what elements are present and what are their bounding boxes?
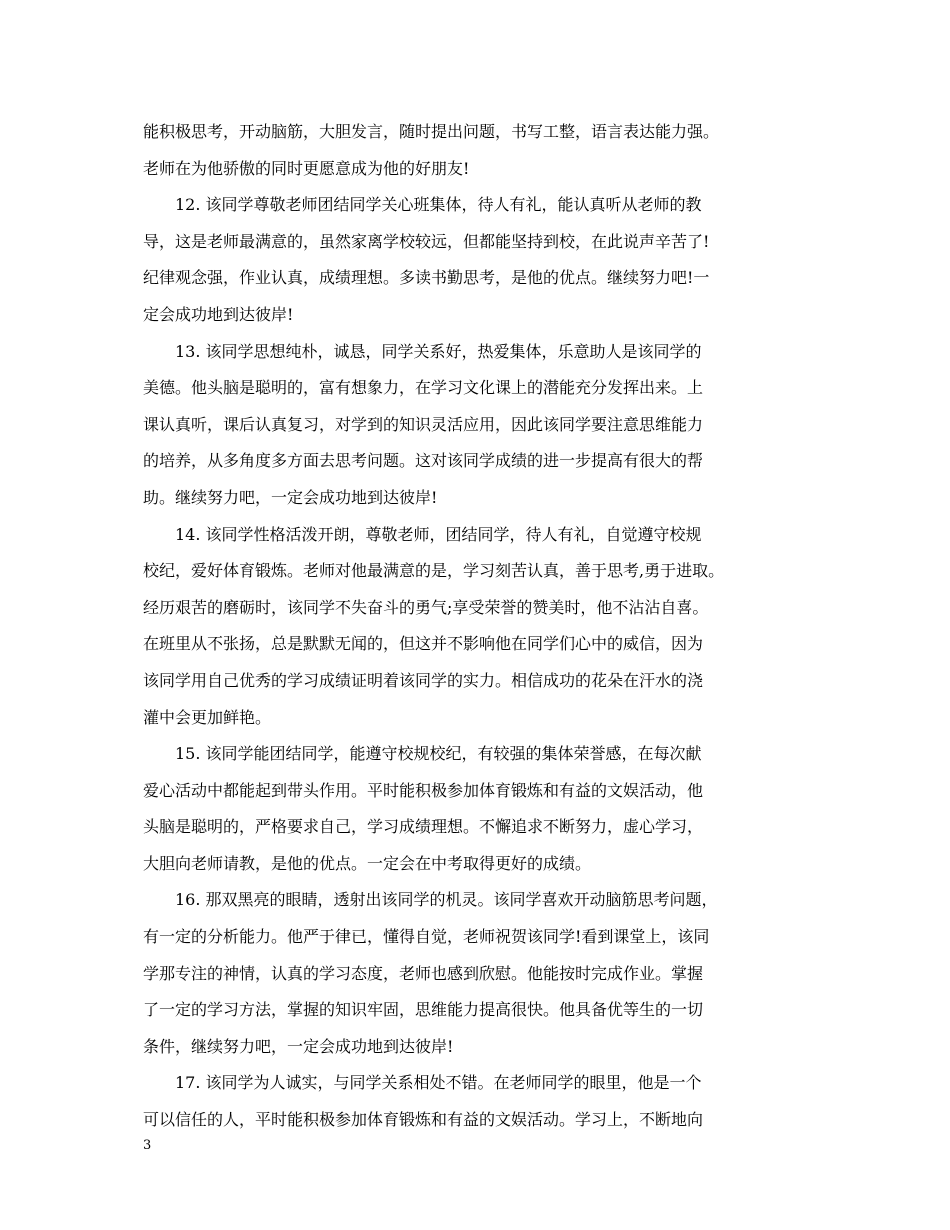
text-line: 课认真听，课后认真复习，对学到的知识灵活应用，因此该同学要注意思维能力 bbox=[143, 414, 704, 434]
text-line: 学那专注的神情，认真的学习态度，老师也感到欣慰。他能按时完成作业。掌握 bbox=[143, 963, 704, 983]
text-line: 能积极思考，开动脑筋，大胆发言，随时提出问题，书写工整，语言表达能力强。 bbox=[143, 122, 720, 141]
text-line: 灌中会更加鲜艳。 bbox=[143, 707, 272, 727]
text-line: 了一定的学习方法，掌握的知识牢固，思维能力提高很快。他具备优等生的一切 bbox=[143, 1000, 704, 1020]
text-line: 助。继续努力吧，一定会成功地到达彼岸! bbox=[143, 487, 438, 507]
text-line: 17. 该同学为人诚实，与同学关系相处不错。在老师同学的眼里，他是一个 bbox=[175, 1073, 702, 1093]
text-line: 14. 该同学性格活泼开朗，尊敬老师，团结同学，待人有礼，自觉遵守校规 bbox=[175, 524, 702, 544]
paragraph-13 bbox=[143, 334, 811, 517]
text-line: 12. 该同学尊敬老师团结同学关心班集体，待人有礼，能认真听从老师的教 bbox=[175, 195, 702, 215]
text-line: 定会成功地到达彼岸! bbox=[143, 304, 294, 324]
text-line: 爱心活动中都能起到带头作用。平时能积极参加体育锻炼和有益的文娱活动，他 bbox=[143, 780, 704, 800]
text-line: 老师在为他骄傲的同时更愿意成为他的好朋友! bbox=[143, 158, 470, 178]
text-line: 校纪，爱好体育锻炼。老师对他最满意的是，学习刻苦认真，善于思考,勇于进取。 bbox=[143, 561, 725, 581]
document-body bbox=[143, 114, 811, 1139]
text-line: 经历艰苦的磨砺时，该同学不失奋斗的勇气;享受荣誉的赞美时，他不沾沾自喜。 bbox=[143, 597, 709, 617]
text-line: 13. 该同学思想纯朴，诚恳，同学关系好，热爱集体，乐意助人是该同学的 bbox=[175, 341, 702, 361]
text-line: 纪律观念强，作业认真，成绩理想。多读书勤思考，是他的优点。继续努力吧!一 bbox=[143, 268, 710, 288]
text-line: 15. 该同学能团结同学，能遵守校规校纪，有较强的集体荣誉感，在每次献 bbox=[175, 744, 702, 764]
paragraph-16 bbox=[143, 882, 811, 1065]
paragraph-12 bbox=[143, 187, 811, 333]
paragraph-17 bbox=[143, 1065, 811, 1138]
text-line: 该同学用自己优秀的学习成绩证明着该同学的实力。相信成功的花朵在汗水的浇 bbox=[143, 670, 704, 690]
paragraph-15 bbox=[143, 736, 811, 882]
text-line: 头脑是聪明的，严格要求自己，学习成绩理想。不懈追求不断努力，虚心学习， bbox=[143, 817, 704, 837]
text-line: 可以信任的人，平时能积极参加体育锻炼和有益的文娱活动。学习上，不断地向 bbox=[143, 1110, 704, 1130]
text-line: 美德。他头脑是聪明的，富有想象力，在学习文化课上的潜能充分发挥出来。上 bbox=[143, 378, 704, 398]
page-number: 3 bbox=[143, 1138, 152, 1153]
text-line: 在班里从不张扬，总是默默无闻的，但这并不影响他在同学们心中的威信，因为 bbox=[143, 634, 704, 654]
paragraph-14 bbox=[143, 517, 811, 737]
text-line: 条件，继续努力吧，一定会成功地到达彼岸! bbox=[143, 1036, 454, 1056]
text-line: 导，这是老师最满意的，虽然家离学校较远，但都能坚持到校，在此说声辛苦了! bbox=[143, 231, 710, 251]
text-line: 16. 那双黑亮的眼睛，透射出该同学的机灵。该同学喜欢开动脑筋思考问题， bbox=[175, 890, 718, 910]
text-line: 有一定的分析能力。他严于律已，懂得自觉，老师祝贺该同学!看到课堂上，该同 bbox=[143, 927, 710, 947]
text-line: 大胆向老师请教，是他的优点。一定会在中考取得更好的成绩。 bbox=[143, 853, 592, 873]
paragraph-continuation bbox=[143, 114, 811, 187]
text-line: 的培养，从多角度多方面去思考问题。这对该同学成绩的进一步提高有很大的帮 bbox=[143, 451, 704, 471]
